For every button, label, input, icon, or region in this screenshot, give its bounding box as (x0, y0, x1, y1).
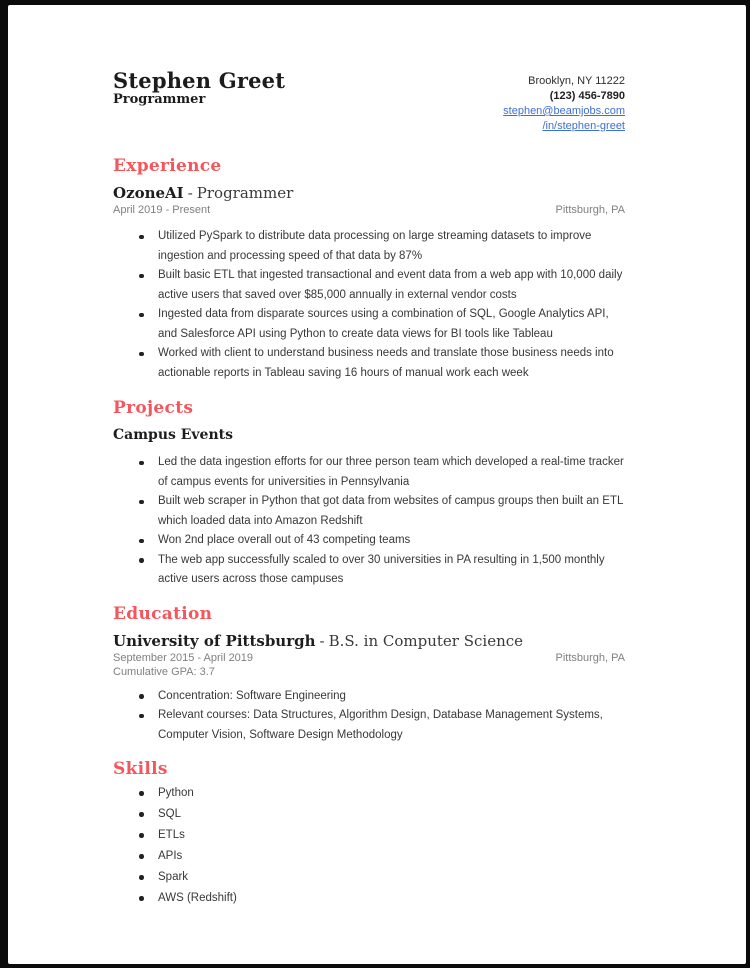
school-degree: B.S. in Computer Science (328, 631, 524, 650)
section-skills (113, 759, 625, 909)
contact-phone: (123) 456-7890 (549, 90, 625, 102)
job-separator: - (187, 184, 193, 202)
job-dates: April 2019 - Present (113, 204, 211, 216)
section-experience (113, 156, 625, 383)
bullet-item: The web app successfully scaled to over 30 universities in PA resulting in 1,500 monthly active users across those campuses (158, 551, 625, 590)
skill-item: APIs (158, 846, 625, 867)
contact-email-link[interactable]: stephen@beamjobs.com (503, 105, 625, 117)
school-separator: - (319, 631, 325, 650)
project-name: Campus Events (113, 427, 233, 443)
skills-heading: Skills (113, 759, 168, 779)
candidate-name: Stephen Greet (113, 68, 286, 93)
school-location: Pittsburgh, PA (555, 651, 625, 664)
contact-location: Brooklyn, NY 11222 (528, 75, 625, 87)
experience-heading: Experience (113, 156, 222, 176)
project-bullets (113, 453, 625, 590)
school-entry (113, 633, 625, 746)
candidate-title: Programmer (113, 92, 206, 107)
job-entry (113, 185, 625, 383)
skill-item: Spark (158, 867, 625, 888)
bullet-item: Built basic ETL that ingested transactional and event data from a web app with 10,000 daily active users that saved over $85,000 annually in external vendor costs (158, 266, 625, 305)
job-role: Programmer (196, 184, 294, 202)
skill-item: AWS (Redshift) (158, 888, 625, 909)
bullet-item: Won 2nd place overall out of 43 competing teams (158, 531, 625, 551)
bullet-item: Utilized PySpark to distribute data processing on large streaming datasets to improve ingestion and processing speed of that data by 87% (158, 227, 625, 266)
job-company: OzoneAI (113, 184, 184, 202)
job-title-row (113, 185, 625, 202)
bullet-item: Built web scraper in Python that got data from websites of campus groups then built an ETL which loaded data into Amazon Redshift (158, 492, 625, 531)
job-bullets (113, 227, 625, 383)
projects-heading: Projects (113, 398, 194, 418)
bullet-item: Relevant courses: Data Structures, Algorithm Design, Database Management Systems, Computer Vision, Software Design Methodology (158, 706, 625, 745)
resume-content (8, 5, 746, 909)
job-meta-row (113, 204, 625, 217)
school-gpa: Cumulative GPA: 3.7 (113, 665, 215, 678)
school-meta-row (113, 652, 625, 665)
section-education (113, 604, 625, 746)
skills-list (113, 783, 625, 909)
section-projects (113, 398, 625, 590)
school-title-row (113, 633, 625, 650)
resume-page (8, 5, 746, 964)
header (113, 69, 625, 134)
bullet-item: Worked with client to understand business needs and translate those business needs into actionable reports in Tableau saving 16 hours of manual work each week (158, 344, 625, 383)
job-location: Pittsburgh, PA (555, 204, 625, 216)
school-name: University of Pittsburgh (113, 631, 316, 650)
school-dates: September 2015 - April 2019 (113, 651, 254, 664)
skill-item: ETLs (158, 825, 625, 846)
bullet-item: Ingested data from disparate sources using a combination of SQL, Google Analytics API, and Salesforce API using Python to create data views for BI tools like Tableau (158, 305, 625, 344)
bullet-item: Concentration: Software Engineering (158, 687, 625, 707)
skill-item: SQL (158, 804, 625, 825)
contact-block (503, 74, 625, 134)
contact-linkedin-link[interactable]: /in/stephen-greet (542, 120, 625, 132)
education-heading: Education (113, 603, 213, 624)
identity-block (113, 69, 285, 108)
skill-item: Python (158, 783, 625, 804)
bullet-item: Led the data ingestion efforts for our three person team which developed a real-time tracker of campus events for universities in Pennsylvania (158, 453, 625, 492)
education-bullets (113, 687, 625, 746)
project-entry (113, 427, 625, 590)
